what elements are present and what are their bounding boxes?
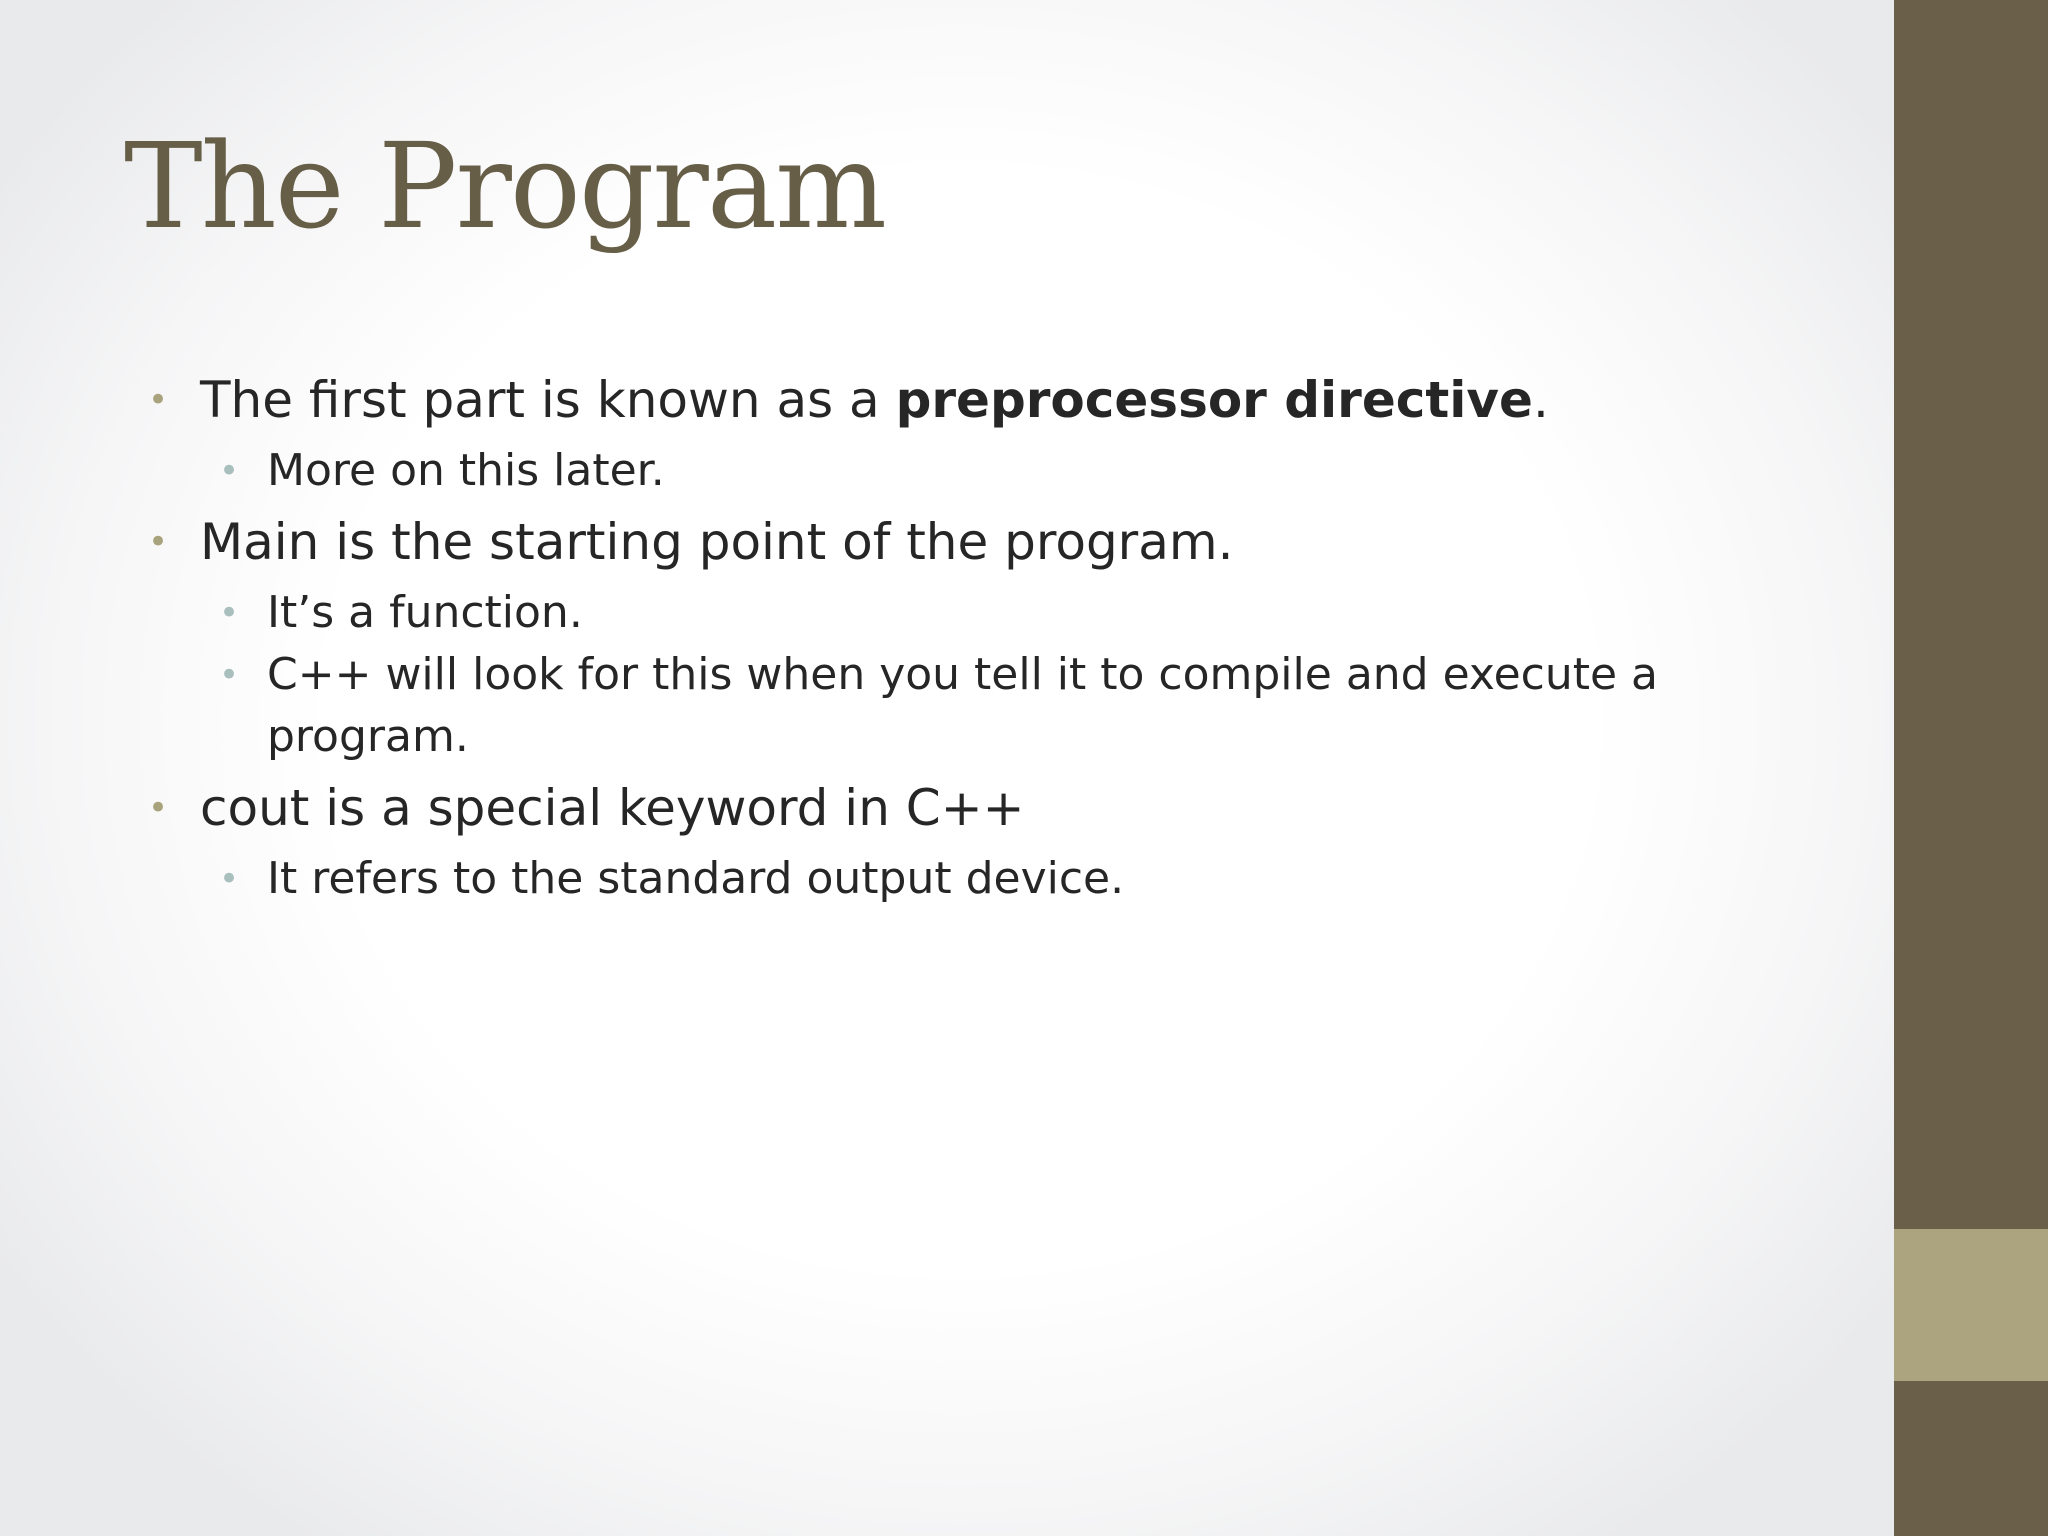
sub-bullet-text: It refers to the standard output device. xyxy=(267,853,1125,904)
sub-bullet-item-function xyxy=(0,582,1860,644)
sub-bullet-dot-icon: • xyxy=(219,593,240,633)
bullet-dot-icon: • xyxy=(148,788,169,828)
bullet-item-main xyxy=(0,502,1860,582)
bullet-item-cout xyxy=(0,768,1860,848)
sub-bullet-item-output-device xyxy=(0,848,1860,910)
decorative-side-accent xyxy=(1894,1229,2048,1381)
sub-bullet-item-more-later xyxy=(0,440,1860,502)
bullet-text: Main is the starting point of the program. xyxy=(200,513,1234,571)
slide-title: The Program xyxy=(124,117,886,255)
bullet-text: cout is a special keyword in C++ xyxy=(200,779,1025,837)
sub-bullet-dot-icon: • xyxy=(219,655,240,695)
bullet-list xyxy=(0,360,1860,910)
bullet-item-preprocessor xyxy=(0,360,1860,440)
bullet-dot-icon: • xyxy=(148,522,169,562)
bullet-text-suffix: . xyxy=(1532,371,1549,429)
bullet-dot-icon: • xyxy=(148,380,169,420)
sub-bullet-item-compile xyxy=(0,644,1860,768)
sub-bullet-dot-icon: • xyxy=(219,451,240,491)
bullet-text-prefix: The first part is known as a xyxy=(200,371,896,429)
sub-bullet-text: C++ will look for this when you tell it to compile and execute a program. xyxy=(267,649,1658,762)
sub-bullet-dot-icon: • xyxy=(219,859,240,899)
bullet-text-bold: preprocessor directive xyxy=(895,371,1533,429)
sub-bullet-text: More on this later. xyxy=(267,445,665,496)
sub-bullet-text: It’s a function. xyxy=(267,587,583,638)
